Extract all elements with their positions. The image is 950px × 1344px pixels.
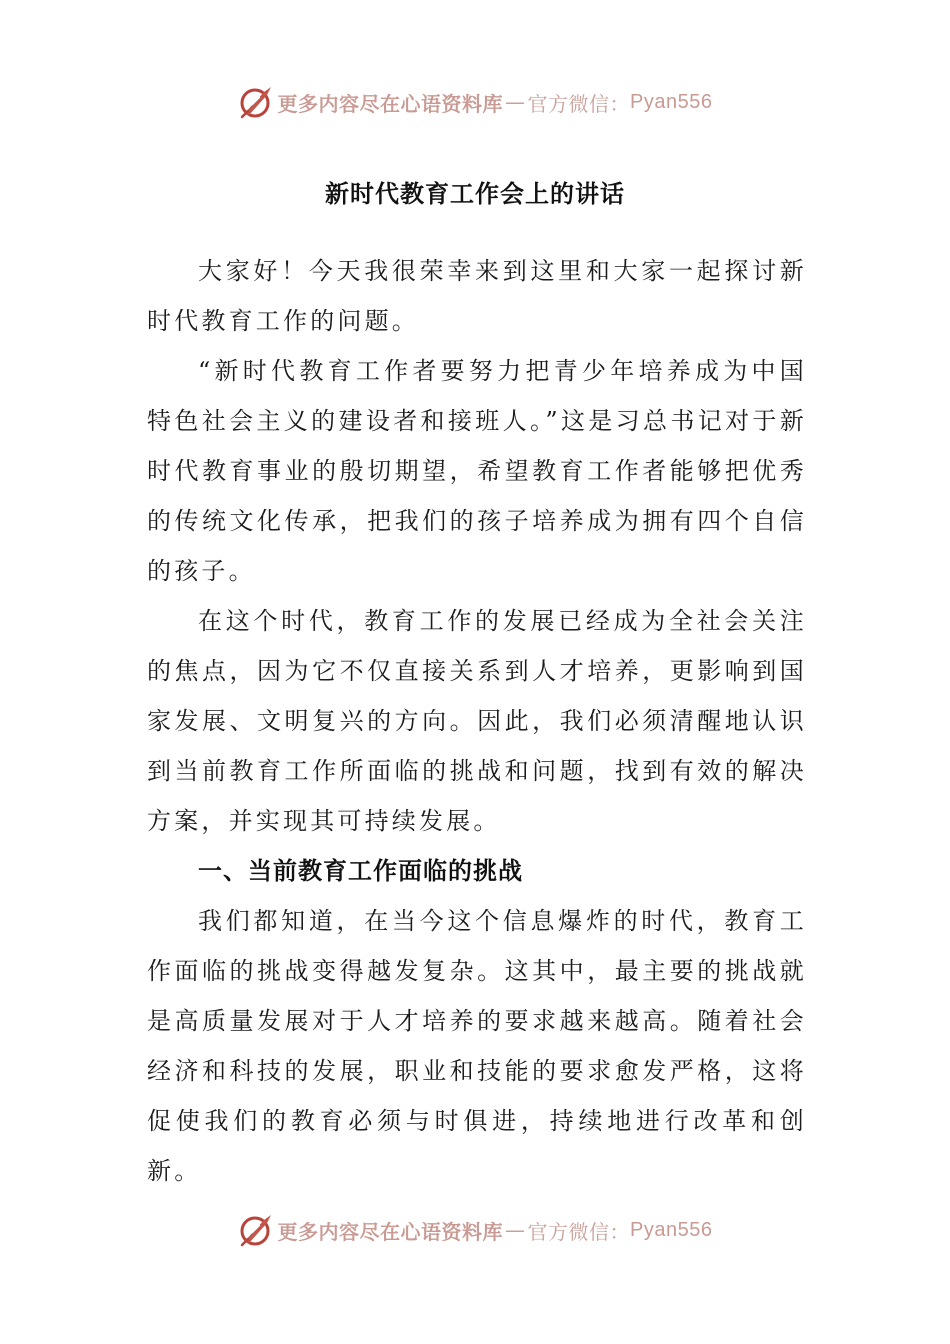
document-body <box>147 246 807 1196</box>
banner-brand-text: 更多内容尽在心语资料库 <box>277 1219 504 1244</box>
paragraph: 我们都知道，在当今这个信息爆炸的时代，教育工作面临的挑战变得越发复杂。这其中，最主要的挑战就是高质量发展对于人才培养的要求越来越高。随着社会经济和科技的发展，职业和技能的要求愈发严格，这将促使我们的教育必须与时俱进，持续地进行改革和创新。 <box>147 907 807 1185</box>
quill-pen-logo-icon <box>238 84 274 120</box>
document-title: 新时代教育工作会上的讲话 <box>325 180 625 208</box>
banner-wechat-id: Pyan556 <box>630 90 713 113</box>
paragraph: “新时代教育工作者要努力把青少年培养成为中国特色社会主义的建设者和接班人。”这是习总书记对于新时代教育事业的殷切期望，希望教育工作者能够把优秀的传统文化传承，把我们的孩子培养成为拥有四个自信的孩子。 <box>147 357 807 585</box>
banner-separator: — <box>505 1218 526 1242</box>
banner-wechat-label: 官方微信： <box>527 1219 631 1244</box>
paragraph: 在这个时代，教育工作的发展已经成为全社会关注的焦点，因为它不仅直接关系到人才培养，更影响到国家发展、文明复兴的方向。因此，我们必须清醒地认识到当前教育工作所面临的挑战和问题，找到有效的解决方案，并实现其可持续发展。 <box>147 607 807 835</box>
paragraph: 大家好！今天我很荣幸来到这里和大家一起探讨新时代教育工作的问题。 <box>147 257 807 335</box>
banner-wechat-label: 官方微信： <box>527 91 631 116</box>
quill-pen-logo-icon <box>238 1212 274 1248</box>
footer-banner <box>0 1210 950 1250</box>
banner-brand-text: 更多内容尽在心语资料库 <box>277 91 504 116</box>
header-banner <box>0 82 950 122</box>
section-heading: 一、当前教育工作面临的挑战 <box>198 857 523 885</box>
banner-wechat-id: Pyan556 <box>630 1218 713 1241</box>
banner-separator: — <box>505 90 526 114</box>
